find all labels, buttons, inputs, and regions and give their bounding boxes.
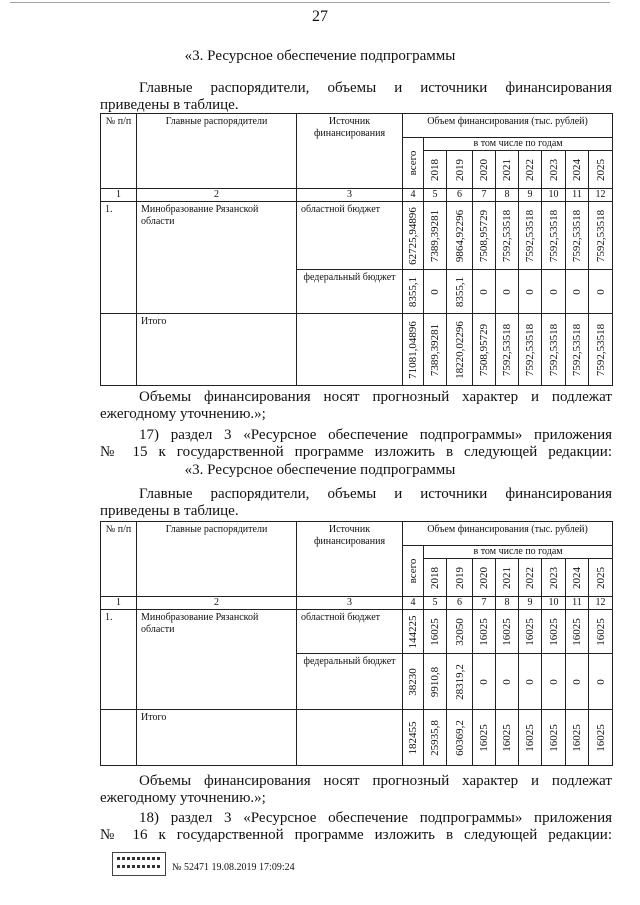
cell-total: 38230: [403, 654, 424, 710]
cell-value: 16025: [589, 710, 613, 766]
cell-value: 0: [473, 654, 496, 710]
header-source: Источник финансирования: [297, 114, 403, 189]
column-number: 2: [137, 189, 297, 202]
cell-value: 16025: [473, 710, 496, 766]
cell-total: 71081,04896: [403, 314, 424, 386]
table-row: [101, 202, 613, 270]
year-header-2020: 2020: [473, 151, 496, 189]
column-number: 8: [496, 189, 519, 202]
cell-value: 7389,39281: [424, 202, 447, 270]
intro2-line-1: Главные распорядители, объемы и источники финансирования: [139, 486, 612, 502]
funding-source: федеральный бюджет: [297, 270, 403, 314]
cell-value: 9864,92296: [447, 202, 473, 270]
header-total: всего: [403, 546, 424, 597]
cell-value: 16025: [566, 610, 589, 654]
header-incl: в том числе по годам: [424, 138, 613, 151]
cell-value: 16025: [542, 610, 566, 654]
column-number: 1: [101, 189, 137, 202]
financing-table-2: [100, 521, 613, 766]
year-header-2018: 2018: [424, 559, 447, 597]
column-number: 10: [542, 597, 566, 610]
header-main: Главные распорядители: [137, 522, 297, 597]
header-num: № п/п: [101, 522, 137, 597]
note2-line-2: ежегодному уточнению.»;: [100, 790, 266, 806]
cell-value: 7592,53518: [496, 314, 519, 386]
year-header-2023: 2023: [542, 151, 566, 189]
cell-value: 16025: [496, 610, 519, 654]
item18-line-1: 18) раздел 3 «Ресурсное обеспечение подпрограммы» приложения: [139, 810, 612, 826]
column-number: 4: [403, 189, 424, 202]
column-number: 7: [473, 189, 496, 202]
header-incl: в том числе по годам: [424, 546, 613, 559]
year-header-2018: 2018: [424, 151, 447, 189]
cell-value: 7508,95729: [473, 314, 496, 386]
column-number: 2: [137, 597, 297, 610]
column-number: 11: [566, 597, 589, 610]
column-number-row: [101, 189, 613, 202]
cell-value: 0: [473, 270, 496, 314]
footer: [112, 850, 532, 890]
cell-value: 7592,53518: [589, 314, 613, 386]
funding-source: областной бюджет: [297, 202, 403, 270]
cell-total: 62725,94896: [403, 202, 424, 270]
column-number: 3: [297, 597, 403, 610]
cell-value: 7592,53518: [542, 314, 566, 386]
section-title-1: «3. Ресурсное обеспечение подпрограммы: [184, 48, 456, 64]
column-number: 12: [589, 189, 613, 202]
funding-source: федеральный бюджет: [297, 654, 403, 710]
cell-value: 7592,53518: [519, 314, 542, 386]
table-row: [101, 610, 613, 654]
cell-value: 8355,1: [447, 270, 473, 314]
header-volume: Объем финансирования (тыс. рублей): [403, 522, 613, 546]
column-number: 5: [424, 189, 447, 202]
cell-value: 0: [519, 654, 542, 710]
item17-line-2: № 15 к государственной программе изложить в следующей редакции:: [100, 444, 612, 460]
intro-line-1: Главные распорядители, объемы и источники финансирования: [139, 80, 612, 96]
total-label: Итого: [137, 710, 297, 766]
note2-line-1: Объемы финансирования носят прогнозный характер и подлежат: [139, 773, 612, 789]
cell-value: 18220,02296: [447, 314, 473, 386]
cell-value: 0: [496, 654, 519, 710]
cell-value: 0: [519, 270, 542, 314]
year-header-2019: 2019: [447, 151, 473, 189]
year-header-2020: 2020: [473, 559, 496, 597]
year-header-2025: 2025: [589, 151, 613, 189]
row-org: Минобразование Рязанской области: [137, 202, 297, 314]
financing-table-1: [100, 113, 613, 386]
cell-value: 7592,53518: [589, 202, 613, 270]
funding-source: областной бюджет: [297, 610, 403, 654]
item18-line-2: № 16 к государственной программе изложить в следующей редакции:: [100, 827, 612, 843]
cell-value: 25935,8: [424, 710, 447, 766]
column-number: 3: [297, 189, 403, 202]
column-number: 9: [519, 597, 542, 610]
intro-line-2: приведены в таблице.: [100, 97, 239, 113]
cell-total: 182455: [403, 710, 424, 766]
cell-value: 60369,2: [447, 710, 473, 766]
header-source: Источник финансирования: [297, 522, 403, 597]
column-number: 4: [403, 597, 424, 610]
column-number: 7: [473, 597, 496, 610]
column-number: 8: [496, 597, 519, 610]
cell-value: 16025: [424, 610, 447, 654]
cell-value: 7592,53518: [566, 314, 589, 386]
page-number: 27: [312, 8, 328, 25]
cell-value: 7592,53518: [496, 202, 519, 270]
cell-value: 32050: [447, 610, 473, 654]
cell-value: 16025: [519, 610, 542, 654]
total-row: [101, 710, 613, 766]
cell-value: 0: [589, 654, 613, 710]
cell-value: 0: [589, 270, 613, 314]
cell-value: 16025: [542, 710, 566, 766]
cell-value: 0: [542, 654, 566, 710]
header-total: всего: [403, 138, 424, 189]
registration-stamp: № 52471 19.08.2019 17:09:24: [172, 862, 295, 873]
column-number: 9: [519, 189, 542, 202]
column-number: 11: [566, 189, 589, 202]
cell-value: 7592,53518: [566, 202, 589, 270]
cell-value: 16025: [496, 710, 519, 766]
year-header-2022: 2022: [519, 559, 542, 597]
cell-value: 0: [542, 270, 566, 314]
note-line-2: ежегодному уточнению.»;: [100, 406, 266, 422]
total-row: [101, 314, 613, 386]
year-header-2022: 2022: [519, 151, 542, 189]
cell-value: 28319,2: [447, 654, 473, 710]
top-scan-line: [10, 2, 610, 6]
cell-value: 7508,95729: [473, 202, 496, 270]
cell-value: 16025: [519, 710, 542, 766]
cell-value: 7389,39281: [424, 314, 447, 386]
cell-value: 9910,8: [424, 654, 447, 710]
column-number: 1: [101, 597, 137, 610]
section-title-2: «3. Ресурсное обеспечение подпрограммы: [184, 462, 456, 478]
cell-value: 16025: [566, 710, 589, 766]
year-header-2023: 2023: [542, 559, 566, 597]
cell-value: 0: [566, 654, 589, 710]
cell-value: 0: [496, 270, 519, 314]
total-label: Итого: [137, 314, 297, 386]
cell-value: 7592,53518: [519, 202, 542, 270]
column-number: 5: [424, 597, 447, 610]
header-num: № п/п: [101, 114, 137, 189]
year-header-2024: 2024: [566, 151, 589, 189]
item17-line-1: 17) раздел 3 «Ресурсное обеспечение подпрограммы» приложения: [139, 427, 612, 443]
cell-total: 8355,1: [403, 270, 424, 314]
cell-value: 7592,53518: [542, 202, 566, 270]
year-header-2021: 2021: [496, 559, 519, 597]
header-volume: Объем финансирования (тыс. рублей): [403, 114, 613, 138]
row-num: 1.: [101, 610, 137, 710]
year-header-2019: 2019: [447, 559, 473, 597]
year-header-2024: 2024: [566, 559, 589, 597]
cell-total: 144225: [403, 610, 424, 654]
column-number: 6: [447, 597, 473, 610]
row-num: 1.: [101, 202, 137, 314]
cell-value: 0: [424, 270, 447, 314]
column-number-row: [101, 597, 613, 610]
intro2-line-2: приведены в таблице.: [100, 503, 239, 519]
header-main: Главные распорядители: [137, 114, 297, 189]
column-number: 6: [447, 189, 473, 202]
row-org: Минобразование Рязанской области: [137, 610, 297, 710]
year-header-2021: 2021: [496, 151, 519, 189]
cell-value: 0: [566, 270, 589, 314]
cell-value: 16025: [473, 610, 496, 654]
column-number: 12: [589, 597, 613, 610]
note-line-1: Объемы финансирования носят прогнозный характер и подлежат: [139, 389, 612, 405]
year-header-2025: 2025: [589, 559, 613, 597]
document-system-logo-icon: [112, 852, 166, 876]
column-number: 10: [542, 189, 566, 202]
cell-value: 16025: [589, 610, 613, 654]
